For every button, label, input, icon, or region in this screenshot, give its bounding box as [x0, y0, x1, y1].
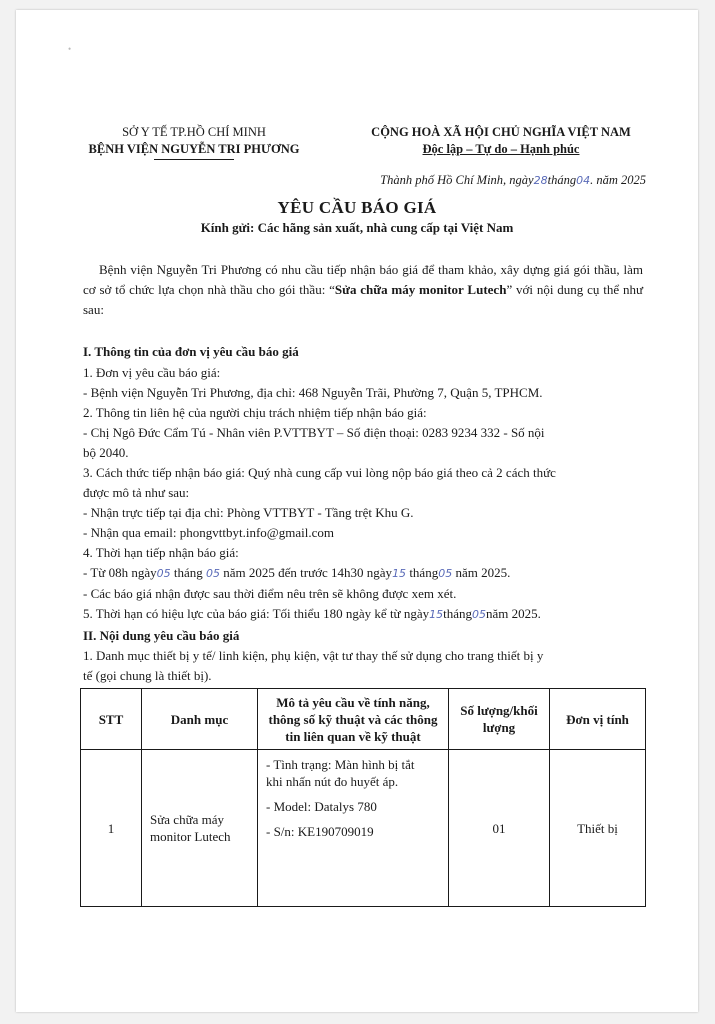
hospital-name: BỆNH VIỆN NGUYỄN TRI PHƯƠNG	[88, 142, 300, 156]
cell-stt: 1	[81, 750, 142, 907]
scan-speck: •	[68, 44, 72, 54]
header-left	[78, 124, 310, 160]
s1-l13-b: tháng	[443, 606, 473, 621]
s1-l13-a: 5. Thời hạn có hiệu lực của báo giá: Tối thiểu 180 ngày kể từ ngày	[83, 606, 430, 621]
s1-l13-c: năm 2025.	[486, 606, 541, 621]
th-category: Danh mục	[142, 689, 258, 750]
motto: Độc lập – Tự do – Hạnh phúc	[422, 142, 580, 156]
package-name: Sửa chữa máy monitor Lutech	[334, 282, 507, 297]
header-right	[351, 124, 651, 158]
s1-l11-d: tháng	[406, 565, 439, 580]
th-desc-line-1: Mô tả yêu cầu về tính năng,	[276, 694, 430, 710]
s1-line-2: - Bệnh viện Nguyễn Tri Phương, địa chỉ: 468 Nguyễn Trãi, Phường 7, Quận 5, TPHCM.	[83, 385, 543, 400]
th-desc-line-2: thông số kỹ thuật và các thông	[268, 711, 438, 727]
th-quantity	[449, 689, 550, 750]
s1-l13-month: 05	[472, 608, 487, 621]
intro-paragraph	[83, 260, 643, 320]
s1-line-12: - Các báo giá nhận được sau thời điểm nêu trên sẽ không được xem xét.	[83, 586, 457, 601]
intro-tail: ” với nội dung cụ thể như sau:	[83, 282, 643, 317]
s1-line-3: 2. Thông tin liên hệ của người chịu trách nhiệm tiếp nhận báo giá:	[83, 405, 427, 420]
cell-category-line-2: monitor Lutech	[150, 829, 231, 844]
country-name: CỘNG HOÀ XÃ HỘI CHỦ NGHĨA VIỆT NAM	[371, 125, 631, 139]
th-description	[258, 689, 449, 750]
s1-l11-c: năm 2025 đến trước 14h30 ngày	[220, 565, 393, 580]
s1-l11-b: tháng	[170, 565, 206, 580]
s1-line-8: - Nhận trực tiếp tại địa chỉ: Phòng VTTBYT - Tầng trệt Khu G.	[83, 505, 414, 520]
s1-l11-month2: 05	[438, 567, 453, 580]
desc-model: - Model: Datalys 780	[266, 799, 377, 814]
document-title: YÊU CẦU BÁO GIÁ	[277, 198, 437, 217]
date-suffix: . năm 2025	[590, 173, 646, 187]
cell-unit: Thiết bị	[550, 750, 646, 907]
s2-line-1: 1. Danh mục thiết bị y tế/ linh kiện, phụ kiện, vật tư thay thế sử dụng cho trang thiết bị y	[83, 648, 544, 663]
th-desc-line-3: tin liên quan về kỹ thuật	[285, 728, 421, 744]
s1-line-11	[83, 563, 556, 584]
cell-category-line-1: Sửa chữa máy	[150, 812, 225, 827]
s1-line-1: 1. Đơn vị yêu cầu báo giá:	[83, 365, 221, 380]
s1-line-13	[83, 604, 556, 625]
intro-text: Bệnh viện Nguyễn Tri Phương có nhu cầu tiếp nhận báo giá để tham khảo, xây dựng giá gói thầu, làm cơ sở tổ chức lựa chọn nhà thầu cho gói thầu: “	[83, 262, 643, 297]
s1-line-6: 3. Cách thức tiếp nhận báo giá: Quý nhà cung cấp vui lòng nộp báo giá theo cả 2 cách thức	[83, 465, 556, 480]
th-qty-line-2: lượng	[482, 720, 516, 735]
s1-l11-month1: 05	[206, 567, 220, 580]
recipient-line: Kính gửi: Các hãng sản xuất, nhà cung cấp tại Việt Nam	[200, 220, 514, 235]
desc-serial: - S/n: KE190709019	[266, 824, 374, 839]
cell-category	[142, 750, 258, 907]
s1-line-5: bộ 2040.	[83, 445, 129, 460]
date-line	[380, 173, 646, 188]
s1-l11-e: năm 2025.	[452, 565, 511, 580]
desc-status	[266, 756, 442, 790]
date-month: 04	[576, 174, 591, 187]
s1-l11-day1: 05	[156, 567, 171, 580]
cell-description	[258, 750, 449, 907]
s2-line-2: tế (gọi chung là thiết bị).	[83, 668, 212, 683]
th-qty-line-1: Số lượng/khối	[460, 703, 538, 718]
section-1	[83, 344, 556, 625]
s1-line-9: - Nhận qua email: phongvttbyt.info@gmail.com	[83, 525, 334, 540]
section-2-heading: II. Nội dung yêu cầu báo giá	[83, 628, 240, 643]
s1-l11-day2: 15	[392, 567, 407, 580]
table-header-row	[81, 689, 646, 750]
document-page	[16, 10, 698, 1012]
desc-status-line-1: - Tình trạng: Màn hình bị tắt	[266, 757, 415, 772]
s1-line-4: - Chị Ngô Đức Cẩm Tú - Nhân viên P.VTTBYT – Số điện thoại: 0283 9234 332 - Số nội	[83, 425, 545, 440]
th-stt: STT	[81, 689, 142, 750]
date-month-label: tháng	[547, 173, 577, 187]
ministry-name: SỞ Y TẾ TP.HỒ CHÍ MINH	[122, 125, 266, 139]
section-2	[83, 628, 543, 686]
s1-line-7: được mô tả như sau:	[83, 485, 190, 500]
date-prefix: Thành phố Hồ Chí Minh, ngày	[380, 173, 534, 187]
cell-quantity: 01	[449, 750, 550, 907]
s1-l13-day: 15	[429, 608, 444, 621]
table-row	[81, 750, 646, 907]
header-left-underline	[154, 159, 234, 160]
th-unit: Đơn vị tính	[550, 689, 646, 750]
section-1-heading: I. Thông tin của đơn vị yêu cầu báo giá	[83, 344, 299, 359]
s1-l11-a: - Từ 08h ngày	[83, 565, 157, 580]
desc-status-line-2: khi nhấn nút đo huyết áp.	[266, 774, 399, 789]
request-table	[80, 688, 646, 907]
date-day: 28	[533, 174, 548, 187]
s1-line-10: 4. Thời hạn tiếp nhận báo giá:	[83, 545, 239, 560]
